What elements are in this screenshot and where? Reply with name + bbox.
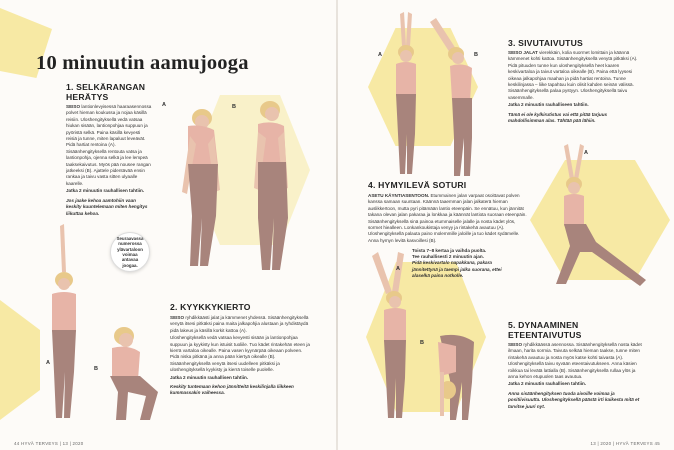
next-issue-bubble: Seuraavassa numerossa ylävartaloon voimaa antavaa joogaa. — [110, 232, 150, 272]
section-5-title: 5. DYNAAMINEN ETEENTAIVUTUS — [508, 320, 582, 340]
section-1-body: SEISO lantionlevyisessä haaraasennossa polvet hieman koukussa ja nojaa käsillä reisiin. Uloshengityksellä vedä vatsaa hiukan sisään, lantionpohjaa suppuun ja pyöristä selkä. Paina käsillä kevyesti reisiä ja tunne, miten lapaluut leveävät. Pidä hartiat rentoina (A). Sisäänhengityksellä rentouta vatsa ja lantionpohja, ojenna selkä ja lee lempeä taaksekaivutus. Myös pää nousee rangan jatkeeksi (B). Ajattele pidentävää ensin rankaa ja taivu vasta sitten ulyaalle kaarelle. Jatka 2 minuutin rauhallisen tahtiin. Jos jaake kehoa aamtohiin vaan keskity kuuntelemaan miten hengitys liikuttaa kehoa. — [66, 104, 152, 216]
pose-2b-label: B — [94, 366, 98, 372]
warrior-note: Toista 7–8 kertaa ja vaihda puolta. Tee rauhallisesti 2 minuutin ajan. Pidä keskivartalo napakkana, pakara jännitettynä ja taempi jalka suorana, ettei alaselkä paina notkolle. — [412, 248, 502, 278]
section-3-body: SEISO JALAT vierekkäin, kolia suormet lomittain ja käännä kämmenet kohti kattoa. Sisäänhengityksellä venytä pitkäksi (A). Pidä pituuden tunne kun uloshengityksellä heet kaaren keskivartaloa ja taivut vartaloa oikealle (B). Paina että lyysesi oikeaa jalkapohjaa maahan ja pidä hartiat rentoina. Tunne keskilinjassa – liike tapahtuu kuin olisit kahden seinän välissä. Sisäänhengityksellä palaa pystyyn. Uloshengityksellä taivu vasemmalle. Jatka 2 minuutin rauhalliseen tahtiin. Tämä ei ole kylkirutistus vai että pitää tarjuus mahdollisimman alas. Tähtää pää lähiin. — [508, 50, 638, 124]
hexagon-background-left-bottom — [0, 300, 40, 420]
pose-1a-figure — [168, 96, 238, 276]
pose-1b-label: B — [232, 104, 236, 110]
section-2-body: SEISO ryhdikkäästi jalat ja kämmenet yhdessä. Sisäänhengityksellä venytä itsesi pitkäksi paina maita jalkapohjia alustaan ja ryhdistäydä pidä lakeus ja käsillä korkit kattoa (A). Uloshengityksellä vedä vatsaa kevyesti sisään ja lantionpohjaa suppuun ja kyykisty kun istuisit tuoliile. Tuo kädet rintakehän eteen ja kierrä vartaloa oikealle. Paina vasen kyynärpää oikeaan polveen. Pidä niska pitkänä ja anna pään kiertyä oikealle (B). Sisäänhengityksellä venytä itsesi uudelleen pitkäksi ja uloshengityksellä kyykisty ja kierrä toiselle puolelle. Jatka 2 minuutin rauhallisen tahtiin. Keskity tuntemaan kehon jännitteitä keskilinjalla liikkeen kummassakin vaiheessa. — [170, 315, 310, 396]
pose-5b-label: B — [420, 340, 424, 346]
section-5-body: SEISO ryhdikkäässä asennossa. Sisäänhengityksellä nosta kädet ilmaan, harita sormia. Taivuta selkää hieman taakse, tunne miten rintakehä avautuu ja nosta myös katse kohti taivasta (A). Uloshengityksellä taivu syvään eteentaivutukseen. Anna käsien roikkua tai levätä lattialla (B). Sisäänhengityksellä rullaa ylös ja anna kehon etupuolen taas avautua. Jatka 2 minuutin rauhallisen tahtiin. Anna sisäänhengityksen tuoda aivoille voimaa ja positiivisuutta. Uloshengityksellä päästä irti kaikesta mitä et tarvitse juuri nyt. — [508, 342, 642, 409]
section-4-body: ASETU KÄYNTIASENTOON. Etummainen jalan varpaat osoittavat polven kanssa samaan suuntaan. Käännä taaemman jalan jalkaterä hieman auslikkertoon, mutta pyri pitämään lantio eteenpäin. Se ennätuu, kun jännität takana olevan jalan pakaraa ja lonkkaa ja käännät lantiota suoraan eteenpäin. Sisäänhengityksellä sinä painoa etummaiselle jalalle ja nosta kädet ylös, sormet hiealleen. Lonkankoukistaja venyy ja rintakehä avautuu (A). Uloshengityksellä palauta paino molemmille jaloille ja tuo kädet sydämelle. Anna hymyn levitä kasvoillesi (B). — [368, 193, 527, 243]
footer-left: 44 HYVÄ TERVEYS | 13 | 2020 — [14, 441, 84, 446]
pose-4a-figure — [536, 142, 656, 292]
pose-4a-label: A — [584, 150, 588, 156]
pose-1a-label: A — [162, 102, 166, 108]
pose-1b-figure — [236, 98, 306, 278]
pose-3a-label: A — [378, 52, 382, 58]
section-4-title: 4. HYMYILEVÄ SOTURI — [368, 180, 467, 190]
pose-5a-label: A — [396, 266, 400, 272]
page-gutter — [336, 0, 338, 450]
pose-2a-label: A — [46, 360, 50, 366]
section-1-title: 1. SELKÄRANGAN HERÄTYS — [66, 82, 146, 102]
page-title: 10 minuutin aamujooga — [36, 52, 249, 74]
pose-2a-figure — [40, 222, 88, 428]
section-2-title: 2. KYYKKYKIERTO — [170, 302, 251, 312]
pose-2b-figure — [88, 322, 170, 428]
footer-right: 13 | 2020 | HYVÄ TERVEYS 45 — [590, 441, 660, 446]
pose-3b-label: B — [474, 52, 478, 58]
pose-5a-figure — [368, 250, 424, 422]
pose-3a-figure — [388, 10, 424, 178]
pose-5b-figure — [426, 332, 488, 424]
pose-3b-figure — [424, 12, 496, 180]
section-3-title: 3. SIVUTAIVUTUS — [508, 38, 583, 48]
